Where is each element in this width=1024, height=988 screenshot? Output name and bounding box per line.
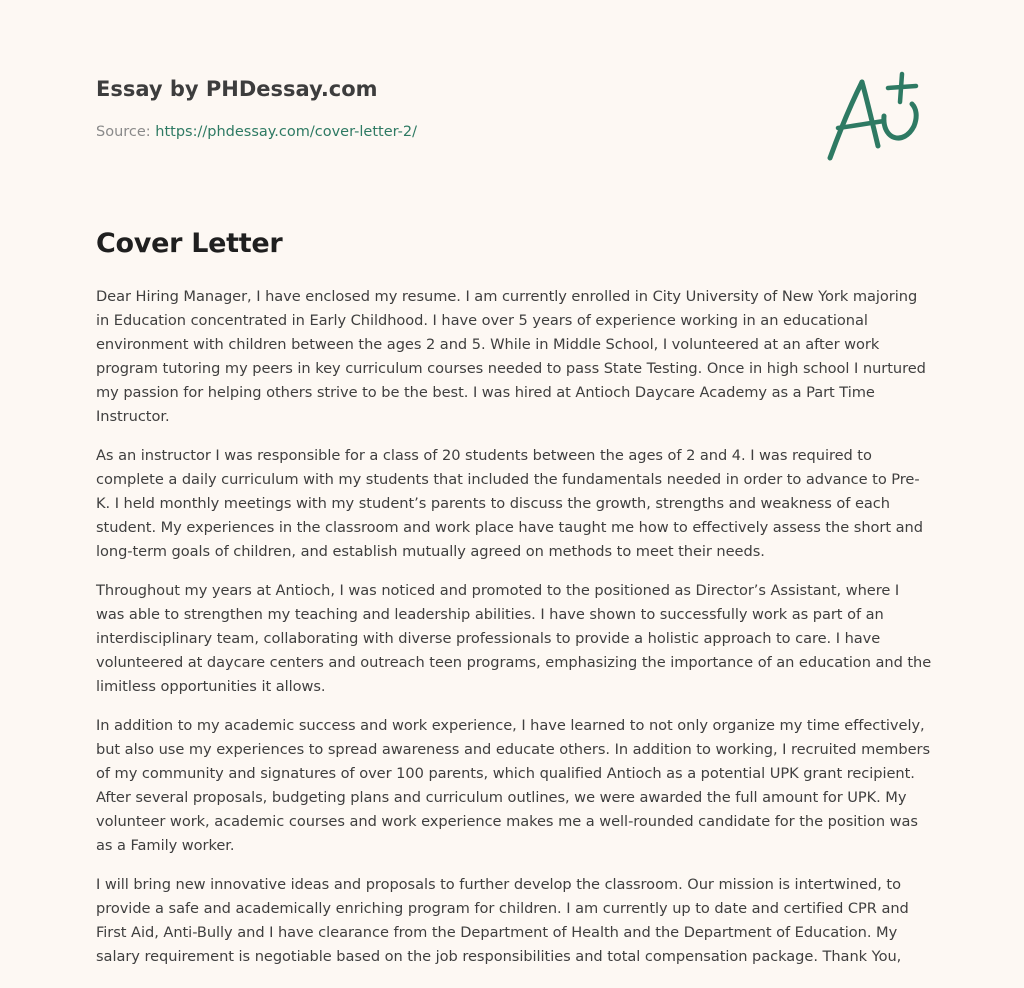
essay-paragraph: Dear Hiring Manager, I have enclosed my resume. I am currently enrolled in City University of New York majoring in Education concentrated in Early Childhood. I have over 5 years of experience working in an educational environment with children between the ages 2 and 5. While in Middle School, I volunteered at an after work program tutoring my peers in key curriculum courses needed to pass State Testing. Once in high school I nurtured my passion for helping others strive to be the best. I was hired at Antioch Daycare Academy as a Part Time Instructor. bbox=[96, 288, 926, 425]
source-line bbox=[96, 122, 928, 142]
a-plus-grade-icon bbox=[818, 66, 930, 166]
essay-paragraph: In addition to my academic success and work experience, I have learned to not only organize my time effectively, but also use my experiences to spread awareness and educate others. In addition to working, I recruited members of my community and signatures of over 100 parents, which qualified Antioch as a potential UPK grant recipient. After several proposals, budgeting plans and curriculum outlines, we were awarded the full amount for UPK. My volunteer work, academic courses and work experience makes me a well-rounded candidate for the position was as a Family worker. bbox=[96, 717, 930, 854]
brand-title: Essay by PHDessay.com bbox=[96, 77, 378, 101]
essay-paragraph: I will bring new innovative ideas and proposals to further develop the classroom. Our mission is intertwined, to provide a safe and academically enriching program for children. I am currently up to date and certified CPR and First Aid, Anti-Bully and I have clearance from the Department of Health and the Department of Education. My salary requirement is negotiable based on the job responsibilities and total compensation package. Thank You, bbox=[96, 876, 909, 965]
source-label: Source: bbox=[96, 124, 156, 140]
essay-title: Cover Letter bbox=[96, 228, 283, 259]
essay-paragraph: As an instructor I was responsible for a class of 20 students between the ages of 2 and 4. I was required to complete a daily curriculum with my students that included the fundamentals needed in order to advance to Pre-K. I held monthly meetings with my student’s parents to discuss the growth, strengths and weakness of each student. My experiences in the classroom and work place have taught me how to effectively assess the short and long-term goals of children, and establish mutually agreed on methods to meet their needs. bbox=[96, 447, 923, 560]
essay-body bbox=[96, 285, 932, 984]
source-link[interactable]: https://phdessay.com/cover-letter-2/ bbox=[155, 124, 417, 140]
essay-header bbox=[96, 74, 928, 142]
essay-paragraph: Throughout my years at Antioch, I was noticed and promoted to the positioned as Director’s Assistant, where I was able to strengthen my teaching and leadership abilities. I have shown to successfully work as part of an interdisciplinary team, collaborating with diverse professionals to provide a holistic approach to care. I have volunteered at daycare centers and outreach teen programs, emphasizing the importance of an education and the limitless opportunities it allows. bbox=[96, 582, 932, 695]
